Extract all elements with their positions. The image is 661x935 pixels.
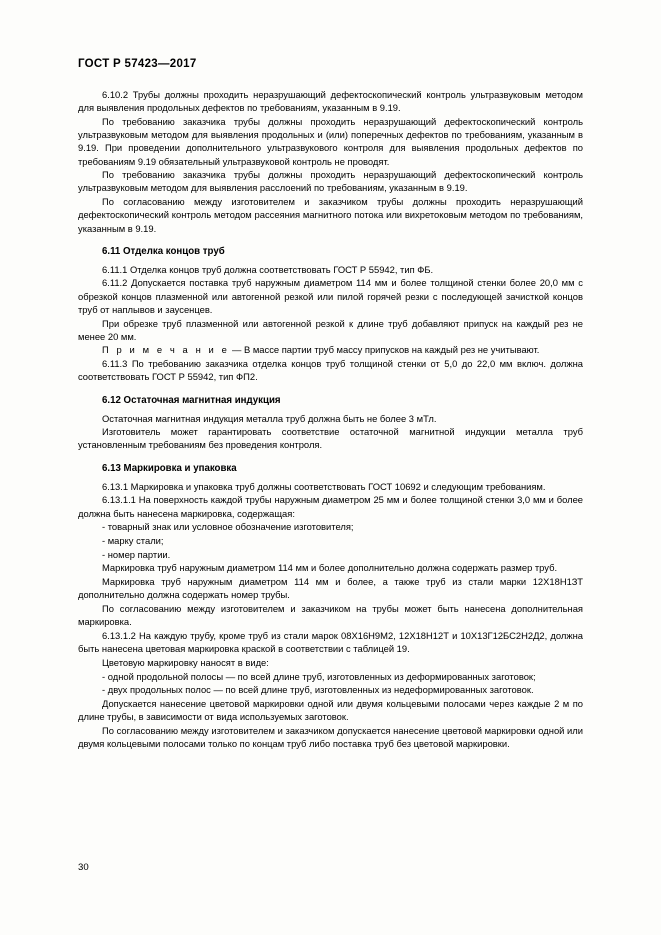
paragraph-additional-marking: По согласованию между изготовителем и заказчиком на трубы может быть нанесена дополнительная маркировка.	[78, 603, 583, 628]
paragraph-6-10-2: 6.10.2 Трубы должны проходить неразрушающий дефектоскопический контроль ультразвуковым методом для выявления продольных дефектов по требованиям, указанным в 9.19.	[78, 89, 583, 114]
list-item-steel-grade: - марку стали;	[102, 534, 164, 546]
note-text: — В массе партии труб массу припусков на каждый рез не учитывают.	[229, 344, 540, 356]
list-item-one-longitudinal-stripe: - одной продольной полосы — по всей длине труб, изготовленных из деформированных заготовок;	[102, 670, 536, 682]
list-item-two-longitudinal-stripes: - двух продольных полос — по всей длине труб, изготовленных из недеформированных заготовок.	[102, 684, 534, 696]
paragraph-ring-stripes: Допускается нанесение цветовой маркировки одной или двумя кольцевыми полосами через каждые 2 м по длине трубы, в зависимости от вида используемых заготовок.	[78, 697, 583, 723]
note-mass-allowance	[78, 343, 583, 356]
paragraph-color-marking-forms: Цветовую маркировку наносят в виде:	[102, 656, 269, 668]
page-number: 30	[78, 862, 89, 873]
section-heading-6-12: 6.12 Остаточная магнитная индукция	[102, 394, 281, 406]
section-heading-6-11: 6.11 Отделка концов труб	[102, 245, 225, 257]
page-content	[78, 58, 583, 751]
paragraph-marking-pipe-number: Маркировка труб наружным диаметром 114 мм и более, а также труб из стали марки 12Х18Н1ЗТ дополнительно должна содержать номер трубы.	[78, 576, 583, 601]
paragraph-manufacturer-guarantee: Изготовитель может гарантировать соответствие остаточной магнитной индукции металла труб установленным требованиям без проведения контроля.	[78, 426, 583, 451]
paragraph-residual-induction-limit: Остаточная магнитная индукция металла труб должна быть не более 3 мТл.	[102, 412, 437, 424]
list-item-batch-number: - номер партии.	[102, 548, 171, 560]
list-item-trademark: - товарный знак или условное обозначение изготовителя;	[102, 521, 354, 533]
paragraph-6-11-1: 6.11.1 Отделка концов труб должна соответствовать ГОСТ Р 55942, тип ФБ.	[102, 263, 434, 275]
paragraph-6-11-3: 6.11.3 По требованию заказчика отделка концов труб толщиной стенки от 5,0 до 22,0 мм включ. должна соответствовать ГОСТ Р 55942, тип ФП2.	[78, 358, 583, 383]
paragraph-6-11-2: 6.11.2 Допускается поставка труб наружным диаметром 114 мм и более толщиной стенки более 20,0 мм с обрезкой концов плазменной или автогенной резкой или пилой горячей резки с последующей зачисткой концов труб от наплывов и заусенцев.	[78, 277, 583, 315]
paragraph-6-13-1: 6.13.1 Маркировка и упаковка труб должны соответствовать ГОСТ 10692 и следующим требованиям.	[102, 480, 546, 492]
section-heading-6-13: 6.13 Маркировка и упаковка	[102, 462, 237, 474]
document-standard-header: ГОСТ Р 57423—2017	[78, 58, 197, 70]
paragraph-cutting-allowance: При обрезке труб плазменной или автогенной резкой к длине труб добавляют припуск на каждый рез не менее 20 мм.	[78, 317, 583, 342]
note-label: П р и м е ч а н и е	[102, 344, 230, 356]
paragraph-ultrasonic-customer-request: По требованию заказчика трубы должны проходить неразрушающий дефектоскопический контроль ультразвуковым методом для выявления продольных и (или) поперечных дефектов по требованиям, указанным в 9.19. При проведении дополнительного ультразвукового контроля для выявления продольных дефектов по требованиям 9.19 обязательный ультразвуковой контроль не проводят.	[78, 115, 583, 167]
paragraph-delamination-detection: По требованию заказчика трубы должны проходить неразрушающий дефектоскопический контроль ультразвуковым методом для выявления расслоений по требованиям, указанным в 9.19.	[78, 169, 583, 194]
paragraph-6-13-1-2: 6.13.1.2 На каждую трубу, кроме труб из стали марок 08Х16Н9М2, 12Х18Н12Т и 10Х13Г12БС2Н2Д2, должна быть нанесена цветовая маркировка краской в соответствии с таблицей 19.	[78, 629, 583, 655]
paragraph-6-13-1-1: 6.13.1.1 На поверхность каждой трубы наружным диаметром 25 мм и более толщиной стенки 3,0 мм и более должна быть нанесена маркировка, содержащая:	[78, 494, 583, 519]
paragraph-ends-only-marking: По согласованию между изготовителем и заказчиком допускается нанесение цветовой маркировки одной или двумя кольцевыми полосами только по концам труб либо поставка труб без цветовой маркировки.	[78, 724, 583, 750]
paragraph-marking-size: Маркировка труб наружным диаметром 114 мм и более дополнительно должна содержать размер труб.	[102, 562, 558, 574]
paragraph-flux-leakage-eddy-current: По согласованию между изготовителем и заказчиком трубы должны проходить неразрушающий дефектоскопический контроль методом рассеяния магнитного потока или вихретоковым методом по требованиям, указанным в 9.19.	[78, 196, 583, 234]
